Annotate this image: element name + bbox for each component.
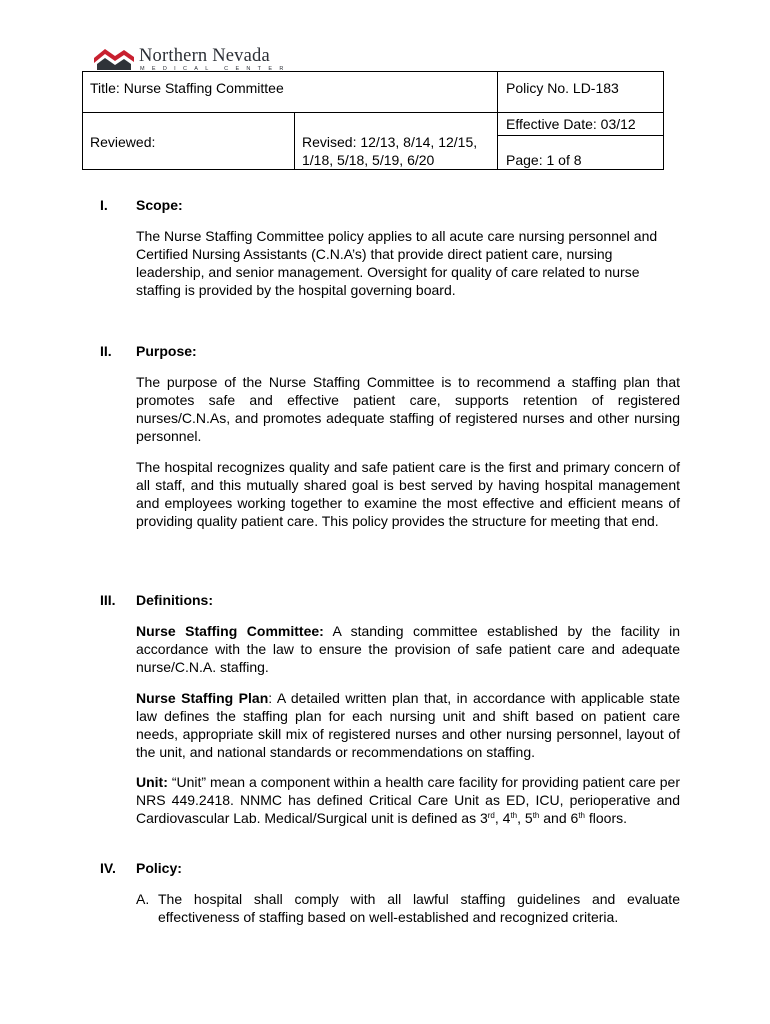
revised-cell — [295, 113, 498, 170]
definition-text: A standing committee established by the facility in accordance with the law to ensure the provision of safe patient care and adequate nurse/C.N.A. staffing. — [136, 623, 681, 675]
section-heading-policy: Policy: — [136, 860, 182, 876]
scope-paragraph: The Nurse Staffing Committee policy applies to all acute care nursing personnel and Certified Nursing Assistants (C.N.A’s) that provide direct patient care, nursing leadership, and senior management. Oversight for quality of care related to nurse staffing is provided by the hospital governing board. — [136, 228, 658, 298]
definition-text: “Unit” mean a component within a health care facility for providing patient care per NRS 449.2418. NNMC has defined Critical Care Unit as ED, ICU, perioperative and Cardiovascular Lab. Medical/Surgical unit is defined as 3 — [136, 774, 680, 826]
definition-text: , 4 — [494, 810, 511, 826]
hospital-logo — [93, 44, 293, 74]
policy-number: Policy No. LD-183 — [506, 80, 619, 96]
list-item-label: A. — [136, 891, 150, 907]
section-number-scope: I. — [100, 197, 108, 213]
policy-number-cell — [498, 72, 664, 113]
list-item-text: The hospital shall comply with all lawful staffing guidelines and evaluate effectiveness of staffing based on well-established and recognized criteria. — [158, 891, 680, 925]
ordinal-suffix: th — [510, 811, 518, 820]
effective-date: Effective Date: 03/12 — [506, 116, 636, 132]
logo-subtitle: MEDICAL CENTER — [140, 66, 291, 72]
definition-term: Unit: — [136, 774, 168, 790]
section-number-purpose: II. — [100, 343, 112, 359]
logo-mountain-icon — [93, 46, 135, 70]
divider — [498, 135, 663, 136]
definition-unit — [136, 773, 680, 827]
effective-date-cell — [498, 113, 664, 170]
reviewed-cell — [83, 113, 295, 170]
policy-title: Title: Nurse Staffing Committee — [90, 80, 284, 96]
ordinal-suffix: rd — [487, 811, 495, 820]
policy-header-table — [82, 71, 664, 170]
revised-line-2: 1/18, 5/18, 5/19, 6/20 — [302, 152, 435, 168]
definition-term: Nurse Staffing Plan — [136, 690, 269, 706]
policy-title-cell — [83, 72, 498, 113]
policy-item-a — [136, 890, 680, 926]
definition-term: Nurse Staffing Committee: — [136, 623, 324, 639]
definition-committee — [136, 622, 680, 676]
definition-staffing-plan — [136, 689, 680, 761]
section-number-policy: IV. — [100, 860, 116, 876]
reviewed-label: Reviewed: — [90, 134, 156, 150]
section-heading-definitions: Definitions: — [136, 592, 213, 608]
definition-text: floors. — [584, 810, 627, 826]
revised-line-1: Revised: 12/13, 8/14, 12/15, — [302, 134, 478, 150]
section-heading-scope: Scope: — [136, 197, 183, 213]
section-heading-purpose: Purpose: — [136, 343, 197, 359]
logo-name: Northern Nevada — [139, 46, 270, 66]
definition-text: and 6 — [539, 810, 579, 826]
purpose-paragraph-2: The hospital recognizes quality and safe patient care is the first and primary concern of all staff, and this mutually shared goal is best served by having hospital management and employees working together to examine the most effective and efficient means of providing quality patient care. This policy provides the structure for meeting that end. — [136, 459, 680, 529]
definition-text: , 5 — [517, 810, 533, 826]
section-number-definitions: III. — [100, 592, 116, 608]
definition-text: : A detailed written plan that, in accordance with applicable state law defines the staffing plan for each nursing unit and shift based on patient care needs, appropriate skill mix of registered nurses and other nursing personnel, layout of the unit, and national standards or recommendations on staffing. — [136, 690, 681, 760]
ordinal-suffix: th — [532, 811, 540, 820]
purpose-paragraph-1: The purpose of the Nurse Staffing Committee is to recommend a staffing plan that promotes safe and effective patient care, supports retention of registered nurses/C.N.As, and promotes adequate staffing of registered nurses and other nursing personnel. — [136, 374, 680, 444]
ordinal-suffix: th — [578, 811, 585, 820]
page-number: Page: 1 of 8 — [506, 152, 582, 168]
